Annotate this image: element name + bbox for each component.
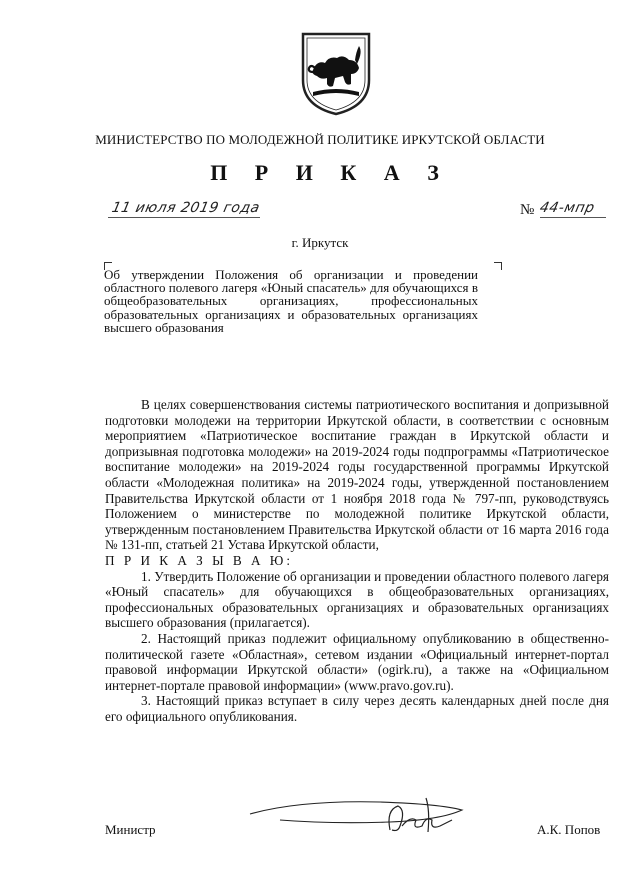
order-word: П Р И К А З Ы В А Ю: <box>105 552 294 568</box>
signature-icon <box>240 780 470 840</box>
order-body <box>105 397 609 724</box>
order-number: 44-мпр <box>538 200 597 216</box>
order-item-3: 3. Настоящий приказ вступает в силу через десять календарных дней после дня его официального опубликования. <box>105 693 609 724</box>
subject-corner-right <box>494 262 502 270</box>
order-date: 11 июля 2019 года <box>110 200 262 216</box>
order-item-1: 1. Утвердить Положение об организации и проведении областного полевого лагеря «Юный спасатель» для обучающихся в общеобразовательных организациях, профессиональных образовательных организациях и образовательных организациях высшего образования (прилагается). <box>105 568 609 631</box>
date-underline <box>108 217 260 218</box>
order-subject: Об утверждении Положения об организации и проведении областного полевого лагеря «Юный спасатель» для обучающихся в общеобразовательных организациях, профессиональных образовательных организациях и образовательных организациях высшего образования <box>104 267 478 335</box>
ministry-name: МИНИСТЕРСТВО ПО МОЛОДЕЖНОЙ ПОЛИТИКЕ ИРКУТСКОЙ ОБЛАСТИ <box>95 132 545 147</box>
number-underline <box>540 217 606 218</box>
order-item-2: 2. Настоящий приказ подлежит официальному опубликованию в общественно-политической газете «Областная», сетевом издании «Официальный интернет-портал правовой информации Иркутской области» (ogirk.ru), а также на «Официальном интернет-портале правовой информации» (www.pravo.gov.ru). <box>105 630 609 693</box>
preamble: В целях совершенствования системы патриотического воспитания и допризывной подготовки молодежи на территории Иркутской области, в соответствии с основным мероприятием «Патриотическое воспитание граждан в Иркутской области и допризывная подготовка молодежи» на 2019-2024 годы подпрограммы «Патриотическое воспитание молодежи» на 2019-2024 годы государственной программы Иркутской области «Молодежная политика» на 2019-2024 годы, утвержденной постановлением Правительства Иркутской области от 1 ноября 2018 года № 797-пп, руководствуясь Положением о министерстве по молодежной политике Иркутской области, утвержденным постановлением Правительства Иркутской области от 16 марта 2016 года № 131-пп, статьей 21 Устава Иркутской области, <box>105 397 609 553</box>
coat-of-arms-icon <box>299 30 373 116</box>
signer-name: А.К. Попов <box>537 822 601 837</box>
number-sign: № <box>520 202 535 218</box>
city: г. Иркутск <box>291 235 349 250</box>
document-title: П Р И К А З <box>210 160 450 185</box>
signer-position: Министр <box>105 822 156 837</box>
